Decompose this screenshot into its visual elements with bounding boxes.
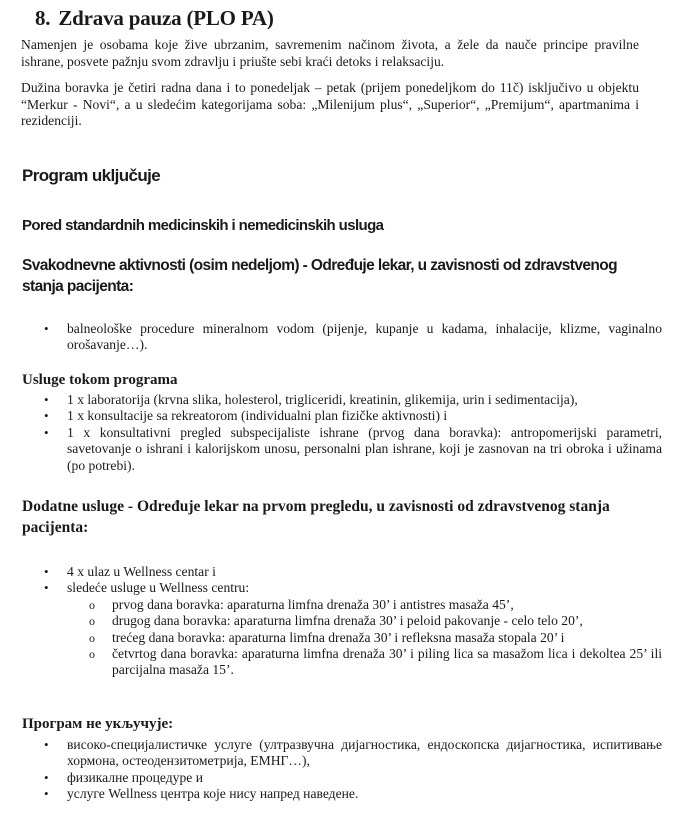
intro-paragraph-1: Namenjen je osobama koje žive ubrzanim, savremenim načinom života, a žele da nauče principe pravilne ishrane, posvete pažnju svom zdravlju i priušte sebi kraći detoks i relaksaciju. — [21, 37, 639, 69]
sub-list-item — [22, 597, 662, 613]
bullet-icon: • — [44, 737, 49, 752]
circle-bullet-icon: o — [89, 647, 95, 662]
list-item-text: високо-специјалистичке услуге (ултразвучна дијагностика, ендоскопска дијагностика, испитивање хормона, остеодензитометрија, ЕМНГ…), — [67, 737, 662, 769]
bullet-icon: • — [44, 321, 49, 336]
program-excludes-heading: Програм не укључује: — [22, 716, 174, 732]
circle-bullet-icon: o — [89, 614, 95, 629]
program-services-heading: Usluge tokom programa — [22, 372, 178, 388]
sub-list-item-text: drugog dana boravka: aparaturna limfna drenaža 30’ i peloid pakovanje - celo telo 20’, — [112, 613, 583, 629]
list-item-text: 1 x laboratorija (krvna slika, holesterol, trigliceridi, kreatinin, glikemija, urin i sedimentacija), — [67, 392, 578, 407]
wellness-sub-list — [22, 597, 662, 679]
bullet-icon: • — [44, 392, 49, 407]
list-item — [22, 786, 662, 802]
list-item-text: 1 x konsultacije sa rekreatorom (individualni plan fizičke aktivnosti) i — [67, 408, 448, 424]
circle-bullet-icon: o — [89, 597, 95, 612]
sub-list-item — [22, 646, 662, 679]
list-item — [22, 770, 662, 786]
program-services-list — [22, 392, 662, 474]
list-item-text: физикалне процедуре и — [67, 769, 203, 785]
list-item — [22, 392, 662, 408]
additional-services-heading: Dodatne usluge - Određuje lekar na prvom pregledu, u zavisnosti od zdravstvenog stanja pacijenta: — [22, 498, 610, 536]
bullet-icon: • — [44, 408, 49, 424]
list-item — [22, 408, 662, 424]
additional-services-list — [22, 564, 662, 679]
section-title — [35, 6, 274, 31]
bullet-icon: • — [44, 424, 49, 440]
circle-bullet-icon: o — [89, 630, 95, 645]
list-item-text: 4 x ulaz u Wellness centar i — [67, 564, 216, 579]
sub-list-item-text: trećeg dana boravka: aparaturna limfna drenaža 30’ i refleksna masaža stopala 20’ i — [112, 629, 565, 645]
list-item — [22, 425, 662, 474]
bullet-icon: • — [44, 769, 49, 785]
section-number: 8. — [35, 6, 51, 30]
list-item-text: balneološke procedure mineralnom vodom (pijenje, kupanje u kadama, inhalacije, klizme, vaginalno orošavanje…). — [67, 321, 662, 353]
list-item — [22, 580, 662, 596]
list-item — [22, 737, 662, 770]
sub-list-item — [22, 630, 662, 646]
section-title-text: Zdrava pauza (PLO PA) — [58, 6, 274, 30]
daily-activities-heading: Svakodnevne aktivnosti (osim nedeljom) - Određuje lekar, u zavisnosti od zdravstvenog stanja pacijenta: — [22, 257, 618, 295]
list-item-text: sledeće usluge u Wellness centru: — [67, 580, 250, 596]
list-item-text: 1 x konsultativni pregled subspecijaliste ishrane (prvog dana boravka): antropomerijski parametri, savetovanje o ishrani i kalorijskom unosu, personalni plan ishrane, koji je zasnovan na tri obroka i užinama (po potrebi). — [67, 424, 662, 473]
bullet-icon: • — [44, 786, 49, 802]
program-excludes-list — [22, 737, 662, 803]
list-item — [22, 321, 662, 354]
sub-list-item-text: četvrtog dana boravka: aparaturna limfna drenaža 30’ i piling lica sa masažom lica i dekoltea 25’ ili parcijalna masaža 15’. — [112, 646, 662, 678]
bullet-icon: • — [44, 580, 49, 596]
daily-activities-list — [22, 321, 662, 354]
intro-paragraph-2: Dužina boravka je četiri radna dana i to ponedeljak – petak (prijem ponedeljkom do 11č) isključivo u objektu “Merkur - Novi“, a u sledećim kategorijama soba: „Milenijum plus“, „Superior“, „Premijum“, apartmanima i rezidenciji. — [21, 80, 639, 128]
sub-list-item — [22, 613, 662, 629]
sub-list-item-text: prvog dana boravka: aparaturna limfna drenaža 30’ i antistres masaža 45’, — [112, 596, 514, 612]
bullet-icon: • — [44, 564, 49, 579]
list-item-text: услуге Wellness центра које нису напред наведене. — [67, 786, 359, 802]
standard-services-subheading: Pored standardnih medicinskih i nemedicinskih usluga — [22, 217, 384, 234]
wellness-sub-list-container — [22, 597, 662, 679]
program-includes-heading: Program uključuje — [22, 166, 161, 185]
list-item — [22, 564, 662, 580]
